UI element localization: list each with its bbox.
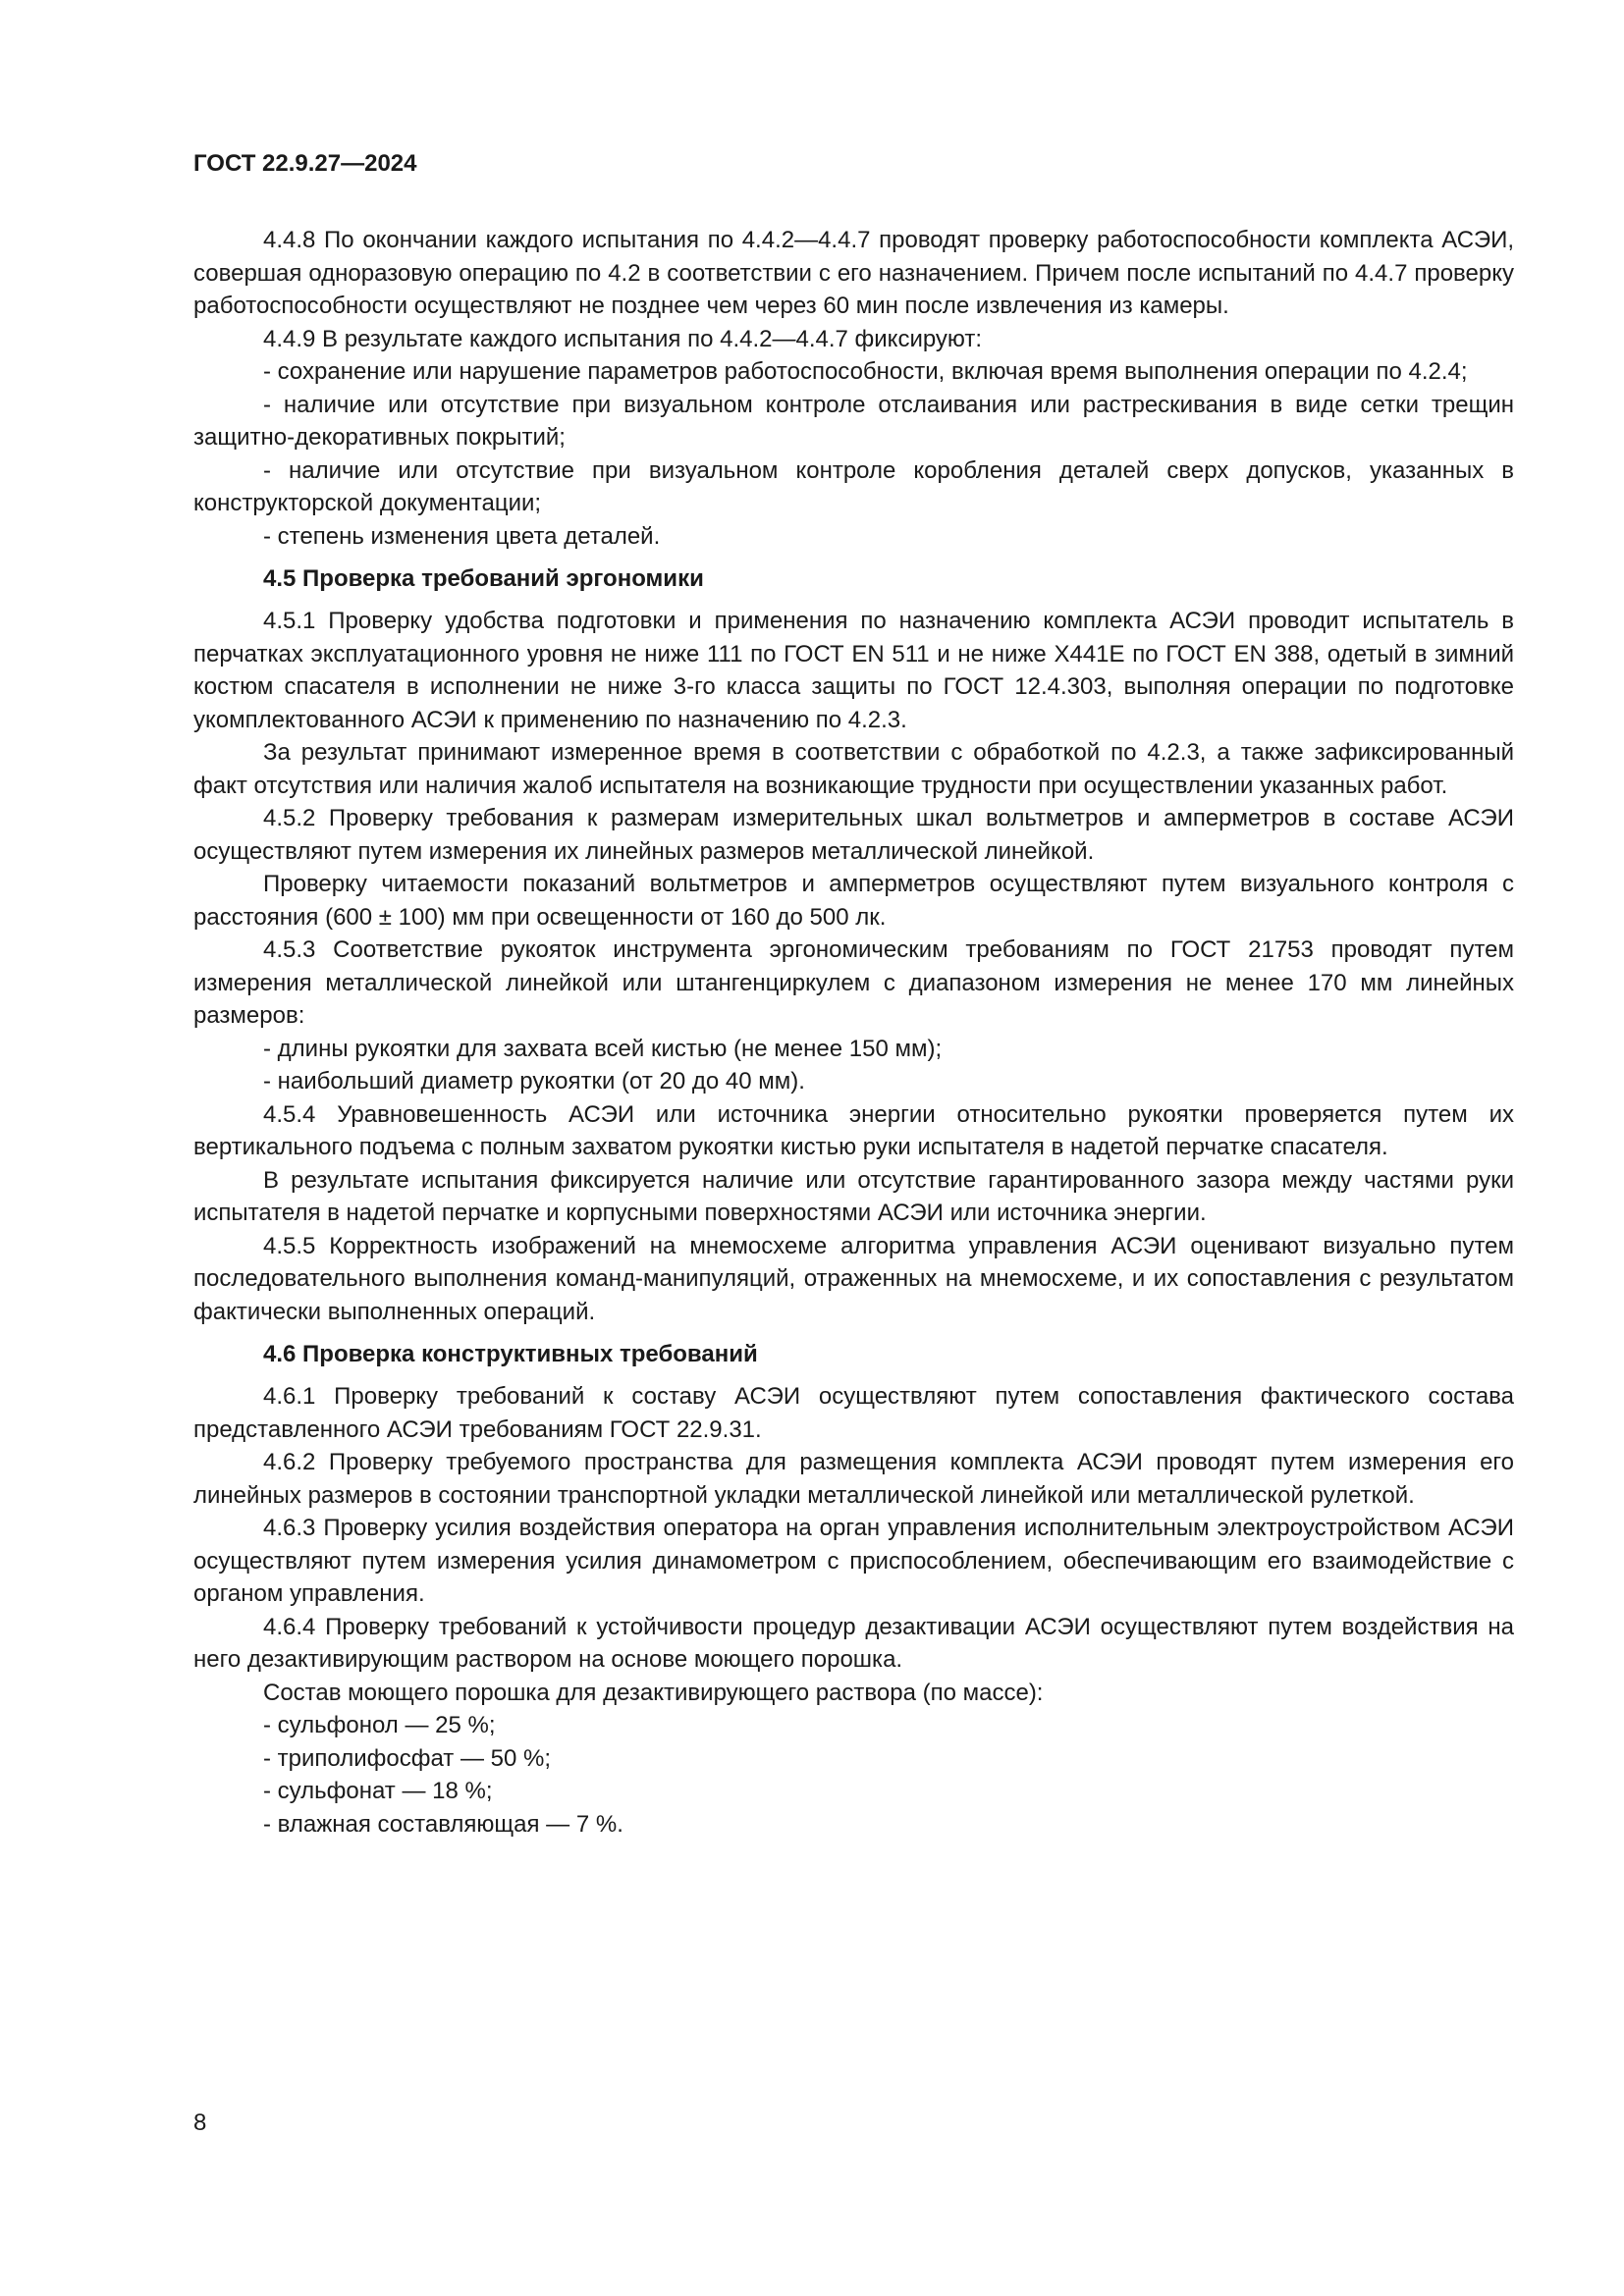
list-item: - наибольший диаметр рукоятки (от 20 до 40 мм).: [263, 1068, 805, 1095]
paragraph-4-5-1-result: За результат принимают измеренное время в соответствии с обработкой по 4.2.3, а также зафиксированный факт отсутствия или наличия жалоб испытателя на возникающие трудности при осуществлении указанных работ.: [193, 739, 1514, 799]
list-item: - триполифосфат — 50 %;: [263, 1744, 551, 1772]
paragraph-4-6-4-composition: Состав моющего порошка для дезактивирующего раствора (по массе):: [263, 1679, 1044, 1706]
list-item: - сульфонат — 18 %;: [263, 1778, 493, 1804]
paragraph-4-5-4: 4.5.4 Уравновешенность АСЭИ или источника энергии относительно рукоятки проверяется путем их вертикального подъема с полным захватом рукоятки кистью руки испытателя в надетой перчатке спасателя.: [193, 1100, 1514, 1160]
paragraph-4-5-4-result: В результате испытания фиксируется наличие или отсутствие гарантированного зазора между частями руки испытателя в надетой перчатке и корпусными поверхностями АСЭИ или источника энергии.: [193, 1166, 1514, 1226]
page-number: 8: [193, 2109, 207, 2136]
list-item: - степень изменения цвета деталей.: [263, 522, 661, 550]
paragraph-4-6-1: 4.6.1 Проверку требований к составу АСЭИ осуществляют путем сопоставления фактического состава представленного АСЭИ требованиям ГОСТ 22.9.31.: [193, 1383, 1514, 1443]
list-item: - влажная составляющая — 7 %.: [263, 1810, 623, 1838]
paragraph-4-6-4: 4.6.4 Проверку требований к устойчивости процедур дезактивации АСЭИ осуществляют путем воздействия на него дезактивирующим раствором на основе моющего порошка.: [193, 1613, 1514, 1673]
list-item: - длины рукоятки для захвата всей кистью (не менее 150 мм);: [263, 1035, 943, 1062]
paragraph-4-5-1: 4.5.1 Проверку удобства подготовки и применения по назначению комплекта АСЭИ проводит испытатель в перчатках эксплуатационного уровня не ниже 111 по ГОСТ EN 511 и не ниже X441E по ГОСТ EN 388, одетый в зимний костюм спасателя в исполнении не ниже 3-го класса защиты по ГОСТ 12.4.303, выполняя операции по подготовке укомплектованного АСЭИ к применению по назначению по 4.2.3.: [193, 608, 1514, 733]
standard-designation: ГОСТ 22.9.27—2024: [193, 150, 417, 177]
paragraph-4-4-8: 4.4.8 По окончании каждого испытания по 4.4.2—4.4.7 проводят проверку работоспособности комплекта АСЭИ, совершая одноразовую операцию по 4.2 в соответствии с его назначением. Причем после испытаний по 4.4.7 проверку работоспособности осуществляют не позднее чем через 60 мин после извлечения из камеры.: [193, 227, 1514, 319]
section-heading-4-6: 4.6 Проверка конструктивных требований: [263, 1341, 758, 1367]
list-item: - наличие или отсутствие при визуальном контроле коробления деталей сверх допусков, указанных в конструкторской документации;: [193, 456, 1514, 516]
page-body: [193, 224, 1514, 1841]
paragraph-4-6-2: 4.6.2 Проверку требуемого пространства для размещения комплекта АСЭИ проводят путем измерения его линейных размеров в состоянии транспортной укладки металлической линейкой или металлической рулеткой.: [193, 1449, 1514, 1509]
paragraph-4-4-9: 4.4.9 В результате каждого испытания по 4.4.2—4.4.7 фиксируют:: [263, 325, 983, 352]
paragraph-4-5-3: 4.5.3 Соответствие рукояток инструмента эргономическим требованиям по ГОСТ 21753 проводят путем измерения металлической линейкой или штангенциркулем с диапазоном измерения не менее 170 мм линейных размеров:: [193, 936, 1514, 1029]
list-item: - сульфонол — 25 %;: [263, 1712, 496, 1738]
paragraph-4-5-2: 4.5.2 Проверку требования к размерам измерительных шкал вольтметров и амперметров в составе АСЭИ осуществляют путем измерения их линейных размеров металлической линейкой.: [193, 805, 1514, 865]
paragraph-4-5-5: 4.5.5 Корректность изображений на мнемосхеме алгоритма управления АСЭИ оценивают визуально путем последовательного выполнения команд-манипуляций, отраженных на мнемосхеме, и их сопоставления с результатом фактически выполненных операций.: [193, 1232, 1514, 1325]
paragraph-4-6-3: 4.6.3 Проверку усилия воздействия оператора на орган управления исполнительным электроустройством АСЭИ осуществляют путем измерения усилия динамометром с приспособлением, обеспечивающим его взаимодействие с органом управления.: [193, 1515, 1514, 1607]
list-item: - сохранение или нарушение параметров работоспособности, включая время выполнения операции по 4.2.4;: [263, 358, 1468, 385]
list-item: - наличие или отсутствие при визуальном контроле отслаивания или растрескивания в виде сетки трещин защитно-декоративных покрытий;: [193, 391, 1514, 451]
paragraph-4-5-2-readability: Проверку читаемости показаний вольтметров и амперметров осуществляют путем визуального контроля с расстояния (600 ± 100) мм при освещенности от 160 до 500 лк.: [193, 871, 1514, 931]
section-heading-4-5: 4.5 Проверка требований эргономики: [263, 565, 704, 592]
